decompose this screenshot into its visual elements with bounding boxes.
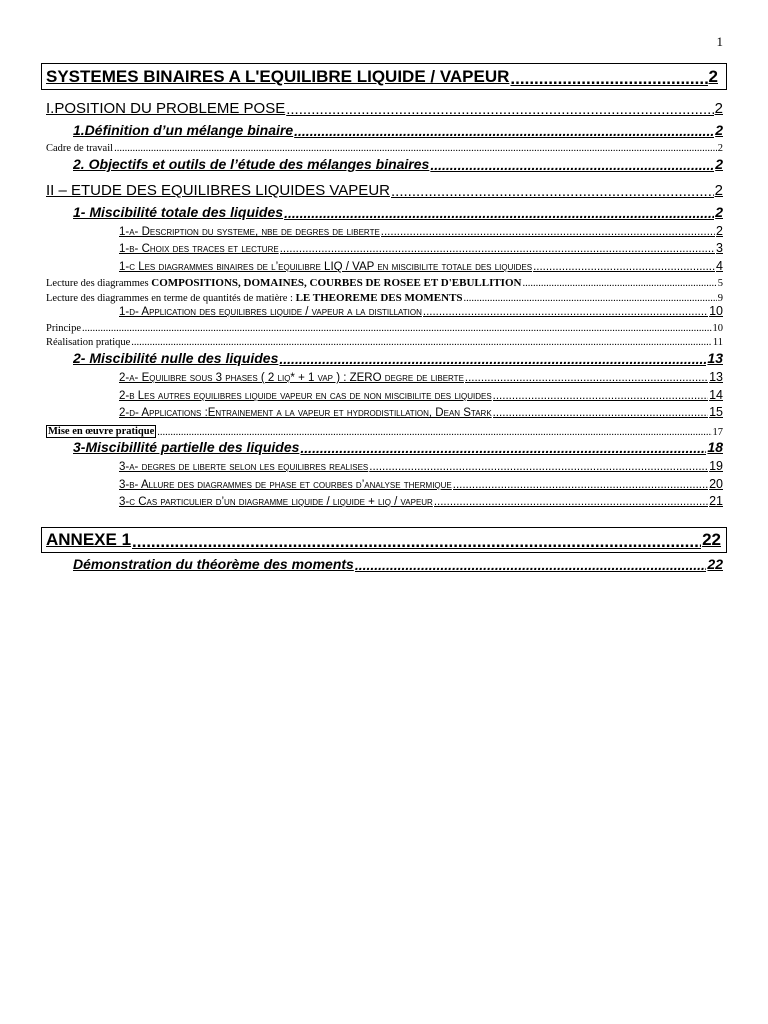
toc-entry-1-definition[interactable] xyxy=(73,120,723,138)
toc-entry-1b[interactable] xyxy=(119,239,723,255)
toc-label: 1.Définition d’un mélange binaire xyxy=(73,122,294,138)
toc-entry-miscibilite-totale[interactable] xyxy=(73,202,723,220)
toc-label: 1-d- Application des equilibres liquide / vapeur a la distillation xyxy=(119,306,422,318)
toc-page: 2 xyxy=(716,224,723,238)
toc-entry-2b[interactable] xyxy=(119,386,723,402)
toc-leader xyxy=(294,124,714,138)
toc-entry-realisation[interactable] xyxy=(46,334,723,348)
toc-entry-2a[interactable] xyxy=(119,368,723,384)
toc-leader xyxy=(434,497,708,509)
toc-page: 14 xyxy=(709,388,723,402)
toc-page: 2 xyxy=(708,67,718,86)
toc-page: 2 xyxy=(715,156,723,172)
toc-entry-lecture-compositions[interactable] xyxy=(46,274,723,289)
toc-leader xyxy=(465,373,708,385)
toc-label: 3-b- Allure des diagrammes de phase et courbes d’analyse thermique xyxy=(119,479,452,491)
toc-leader xyxy=(369,462,708,474)
toc-page: 17 xyxy=(712,427,723,438)
toc-entry-3a[interactable] xyxy=(119,457,723,473)
toc-label: 2-a- Equilibre sous 3 phases ( 2 liq* + 1 vap ) : ZERO degre de liberte xyxy=(119,372,464,384)
toc-label: 2-b Les autres equilibres liquide vapeur en cas de non miscibilite des liquides xyxy=(119,390,492,402)
toc-label: 2- Miscibilité nulle des liquides xyxy=(73,350,279,366)
toc-page: 2 xyxy=(714,182,723,199)
toc-leader xyxy=(430,158,714,172)
toc-leader xyxy=(533,262,715,274)
toc-page: 13 xyxy=(709,370,723,384)
toc-label: 3-Miscibillité partielle des liquides xyxy=(73,439,300,455)
toc-label: II – ETUDE DES EQUILIBRES LIQUIDES VAPEUR xyxy=(46,182,390,199)
toc-entry-section-2[interactable] xyxy=(46,181,723,199)
toc-page: 2 xyxy=(715,204,723,220)
toc-page: 3 xyxy=(716,241,723,255)
toc-entry-2d[interactable] xyxy=(119,403,723,419)
toc-entry-miscibilite-partielle[interactable] xyxy=(73,437,723,455)
toc-page: 11 xyxy=(712,337,723,348)
toc-label: 1- Miscibilité totale des liquides xyxy=(73,204,284,220)
toc-page: 22 xyxy=(707,556,723,572)
toc-label: I.POSITION DU PROBLEME POSE xyxy=(46,100,286,117)
toc-page: 2 xyxy=(714,100,723,117)
toc-leader xyxy=(300,441,706,455)
toc-leader xyxy=(355,558,707,572)
toc-page: 10 xyxy=(709,304,723,318)
toc-leader xyxy=(82,324,712,335)
toc-leader xyxy=(131,338,712,349)
toc-leader xyxy=(286,102,713,117)
toc-label: 2. Objectifs et outils de l’étude des mélanges binaires xyxy=(73,156,430,172)
toc-entry-cadre[interactable] xyxy=(46,140,723,154)
toc-page: 5 xyxy=(717,278,723,289)
toc-leader xyxy=(381,227,715,239)
toc-label: Réalisation pratique xyxy=(46,337,131,348)
toc-leader xyxy=(493,391,708,403)
toc-page: 2 xyxy=(717,143,723,154)
toc-leader xyxy=(493,408,708,420)
toc-leader xyxy=(280,244,715,256)
toc-leader xyxy=(522,279,716,290)
toc-page: 21 xyxy=(709,494,723,508)
toc-leader xyxy=(114,144,717,155)
toc-page: 9 xyxy=(717,293,723,304)
toc-page: 18 xyxy=(707,439,723,455)
toc-entry-3c[interactable] xyxy=(119,492,723,508)
toc-page: 10 xyxy=(712,323,723,334)
toc-leader xyxy=(423,307,708,319)
toc-label: Démonstration du théorème des moments xyxy=(73,556,354,572)
toc-label: ANNEXE 1 xyxy=(46,530,132,549)
toc-entry-1a[interactable] xyxy=(119,222,723,238)
toc-entry-title[interactable] xyxy=(46,65,718,87)
toc-label: 3-a- degres de liberte selon les equilibres realises xyxy=(119,461,369,473)
toc-leader xyxy=(279,352,706,366)
toc-page: 19 xyxy=(709,459,723,473)
toc-entry-3b[interactable] xyxy=(119,475,723,491)
toc-page: 15 xyxy=(709,405,723,419)
toc-entry-demonstration[interactable] xyxy=(73,554,723,572)
toc-page: 2 xyxy=(715,122,723,138)
toc-entry-1d[interactable] xyxy=(119,302,723,318)
toc-entry-section-1[interactable] xyxy=(46,99,723,117)
toc-label: 1-c Les diagrammes binaires de l’equilibre LIQ / VAP en miscibilite totale des liquides xyxy=(119,261,533,273)
toc-label: Lecture des diagrammes en terme de quantités de matière : LE THEOREME DES MOMENTS xyxy=(46,292,463,304)
toc-page: 22 xyxy=(702,530,721,549)
toc-entry-principe[interactable] xyxy=(46,320,723,334)
toc-label: 3-c Cas particulier d’un diagramme liquide / liquide + liq / vapeur xyxy=(119,496,433,508)
toc-leader xyxy=(453,480,708,492)
page-number: 1 xyxy=(716,34,723,49)
toc-page: 4 xyxy=(716,259,723,273)
toc-entry-miscibilite-nulle[interactable] xyxy=(73,348,723,366)
toc-entry-2-objectifs[interactable] xyxy=(73,154,723,172)
toc-leader xyxy=(391,184,714,199)
toc-label: SYSTEMES BINAIRES A L'EQUILIBRE LIQUIDE / VAPEUR xyxy=(46,67,510,86)
toc-label: 1-b- Choix des traces et lecture xyxy=(119,243,279,255)
toc-page: 20 xyxy=(709,477,723,491)
toc-entry-annexe[interactable] xyxy=(46,529,721,550)
toc-label: Lecture des diagrammes COMPOSITIONS, DOMAINES, COURBES DE ROSEE ET D'EBULLITION xyxy=(46,277,522,289)
toc-entry-1c[interactable] xyxy=(119,257,723,273)
toc-label: Principe xyxy=(46,323,81,334)
toc-leader xyxy=(284,206,714,220)
toc-label: 2-d- Applications :Entrainement a la vapeur et hydrodistillation, Dean Stark xyxy=(119,407,492,419)
toc-leader xyxy=(132,533,701,550)
toc-label: Mise en œuvre pratique xyxy=(48,426,155,437)
toc-label: 1-a- Description du systeme, nbe de degres de liberte xyxy=(119,226,380,238)
toc-leader xyxy=(510,70,707,87)
toc-page: 13 xyxy=(707,350,723,366)
toc-label: Cadre de travail xyxy=(46,143,114,154)
toc-entry-mise-en-oeuvre[interactable] xyxy=(46,422,723,438)
